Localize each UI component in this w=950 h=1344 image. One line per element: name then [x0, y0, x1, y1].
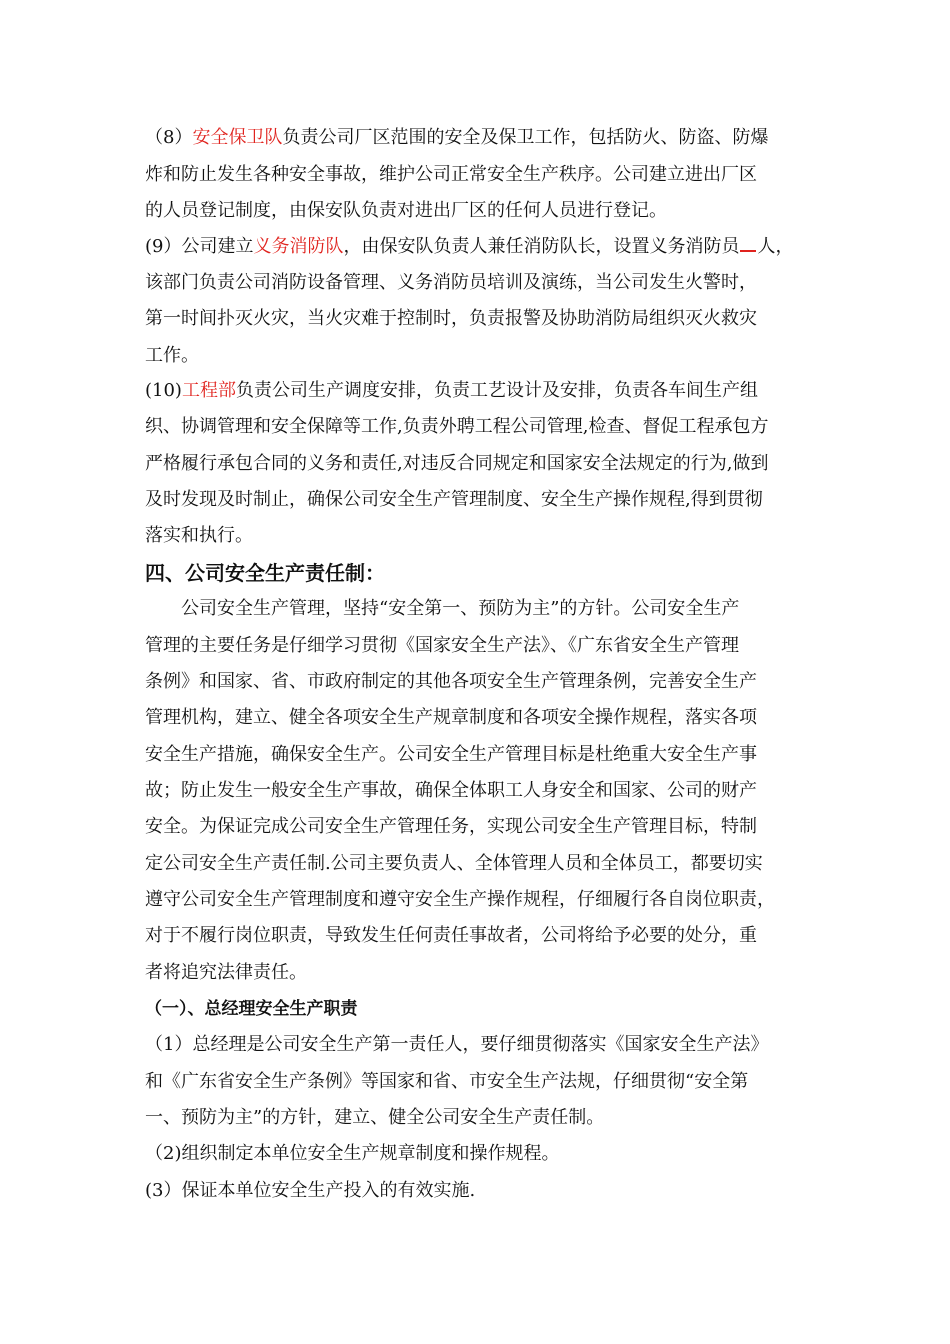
sub-line: （2)组织制定本单位安全生产规章制度和操作规程。 — [145, 1143, 560, 1164]
para-line: 条例》和国家、省、市政府制定的其他各项安全生产管理条例，完善安全生产 — [145, 671, 757, 692]
para-line: 安全生产措施，确保安全生产。公司安全生产管理目标是杜绝重大安全生产事 — [145, 744, 757, 765]
item8-text: 负责公司厂区范围的安全及保卫工作，包括防火、防盗、防爆 — [282, 127, 769, 148]
para-line: 对于不履行岗位职责，导致发生任何责任事故者，公司将给予必要的处分，重 — [145, 925, 757, 946]
item9-line4: 工作。 — [145, 345, 199, 366]
para-line: 故；防止发生一般安全生产事故，确保全体职工人身安全和国家、公司的财产 — [145, 780, 757, 801]
item9-text-b: 人， — [757, 236, 794, 257]
item8-line1 — [145, 127, 768, 149]
para-line: 者将追究法律责任。 — [145, 962, 307, 983]
para-line: 安全。为保证完成公司安全生产管理任务，实现公司安全生产管理目标，特制 — [145, 816, 757, 837]
item10-highlight: 工程部 — [181, 380, 236, 401]
item9-line3: 第一时间扑灭火灾，当火灾难于控制时，负责报警及协助消防局组织灭火救灾 — [145, 308, 757, 329]
para-line: 管理机构，建立、健全各项安全生产规章制度和各项安全操作规程，落实各项 — [145, 707, 757, 728]
para-line: 定公司安全生产责任制.公司主要负责人、全体管理人员和全体员工，都要切实 — [145, 853, 763, 874]
item10-line3: 严格履行承包合同的义务和责任,对违反合同规定和国家安全法规定的行为,做到 — [145, 453, 769, 474]
blank-underline — [740, 238, 756, 252]
item9-line1 — [145, 236, 793, 258]
section-heading: 四、公司安全生产责任制： — [145, 561, 385, 585]
sub-line: （1）总经理是公司安全生产第一责任人，要仔细贯彻落实《国家安全生产法》 — [145, 1034, 769, 1055]
item9-text-a: ，由保安队负责人兼任消防队长，设置义务消防员 — [343, 236, 740, 257]
para-line: 管理的主要任务是仔细学习贯彻《国家安全生产法》、《广东省安全生产管理 — [145, 635, 739, 656]
item10-line1 — [145, 380, 758, 402]
sub-line: 和《广东省安全生产条例》等国家和省、市安全生产法规，仔细贯彻“安全第 — [145, 1071, 749, 1092]
item10-prefix: (10) — [145, 380, 182, 401]
item10-line4: 及时发现及时制止，确保公司安全生产管理制度、安全生产操作规程,得到贯彻 — [145, 489, 763, 510]
item10-line2: 织、协调管理和安全保障等工作,负责外聘工程公司管理,检查、督促工程承包方 — [145, 416, 769, 437]
subsection-heading: （一）、总经理安全生产职责 — [145, 999, 358, 1019]
item8-highlight: 安全保卫队 — [192, 127, 283, 148]
item8-line2: 炸和防止发生各种安全事故，维护公司正常安全生产秩序。公司建立进出厂区 — [145, 164, 757, 185]
item10-line5: 落实和执行。 — [145, 525, 253, 546]
para-line: 公司安全生产管理，坚持“安全第一、预防为主”的方针。公司安全生产 — [181, 598, 740, 619]
sub-line: 一、预防为主”的方针，建立、健全公司安全生产责任制。 — [145, 1107, 605, 1128]
item8-prefix: （8） — [145, 127, 193, 148]
item9-line2: 该部门负责公司消防设备管理、义务消防员培训及演练，当公司发生火警时， — [145, 272, 757, 293]
item10-text: 负责公司生产调度安排，负责工艺设计及安排，负责各车间生产组 — [235, 380, 758, 401]
item9-prefix: (9）公司建立 — [145, 236, 254, 257]
item9-highlight: 义务消防队 — [253, 236, 344, 257]
item8-line3: 的人员登记制度，由保安队负责对进出厂区的任何人员进行登记。 — [145, 200, 667, 221]
sub-line: (3）保证本单位安全生产投入的有效实施. — [145, 1180, 476, 1201]
para-line: 遵守公司安全生产管理制度和遵守安全生产操作规程，仔细履行各自岗位职责， — [145, 889, 775, 910]
